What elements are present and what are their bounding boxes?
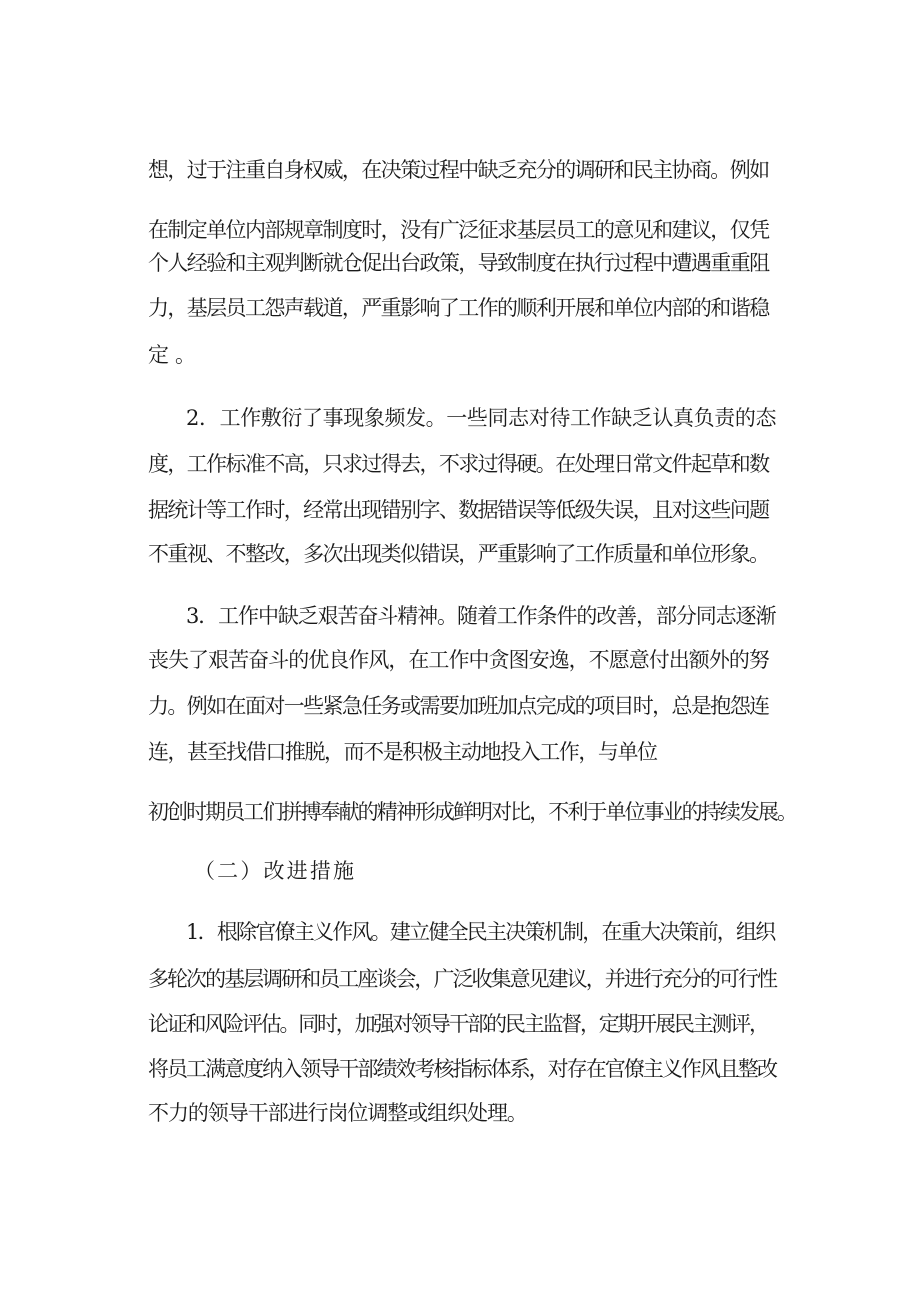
text-line: 将员工满意度纳入领导干部绩效考核指标体系，对存在官僚主义作风且整改 — [148, 1057, 776, 1081]
text-line: 论证和风险评估。同时，加强对领导干部的民主监督，定期开展民主测评， — [148, 1012, 768, 1036]
text-line: 据统计等工作时，经常出现错别字、数据错误等低级失误，且对这些问题 — [148, 498, 769, 522]
text-line: 定。 — [148, 343, 202, 367]
text-line: 不力的领导干部进行岗位调整或组织处理。 — [148, 1101, 527, 1125]
section-heading: （二）改进措施 — [194, 859, 357, 883]
text-line: 丧失了艰苦奋斗的优良作风，在工作中贪图安逸，不愿意付出额外的努 — [148, 648, 769, 672]
text-line: 连，甚至找借口推脱，而不是积极主动地投入工作，与单位 — [148, 740, 657, 764]
text-line: 初创时期员工们拼搏奉献的精神形成鲜明对比，不利于单位事业的持续发展。 — [148, 800, 797, 824]
text-line: 1．根除官僚主义作风。建立健全民主决策机制，在重大决策前，组织 — [186, 920, 775, 944]
text-line: 多轮次的基层调研和员工座谈会，广泛收集意见建议，并进行充分的可行性 — [148, 967, 776, 991]
text-line: 度，工作标准不高，只求过得去，不求过得硬。在处理日常文件起草和数 — [148, 452, 769, 476]
text-line: 力。例如在面对一些紧急任务或需要加班加点完成的项目时，总是抱怨连 — [148, 694, 769, 718]
text-line: 2．工作敷衍了事现象频发。一些同志对待工作缺乏认真负责的态 — [186, 406, 777, 430]
text-line: 在制定单位内部规章制度时，没有广泛征求基层员工的意见和建议，仅凭 — [148, 218, 769, 242]
text-line: 不重视、不整改，多次出现类似错误，严重影响了工作质量和单位形象。 — [148, 542, 769, 566]
text-line: 力，基层员工怨声载道，严重影响了工作的顺利开展和单位内部的和谐稳 — [148, 296, 769, 320]
text-line: 想，过于注重自身权威，在决策过程中缺乏充分的调研和民主协商。例如 — [148, 158, 769, 182]
text-line: 3．工作中缺乏艰苦奋斗精神。随着工作条件的改善，部分同志逐渐 — [186, 604, 776, 628]
text-line: 个人经验和主观判断就仓促出台政策，导致制度在执行过程中遭遇重重阻 — [148, 251, 769, 275]
